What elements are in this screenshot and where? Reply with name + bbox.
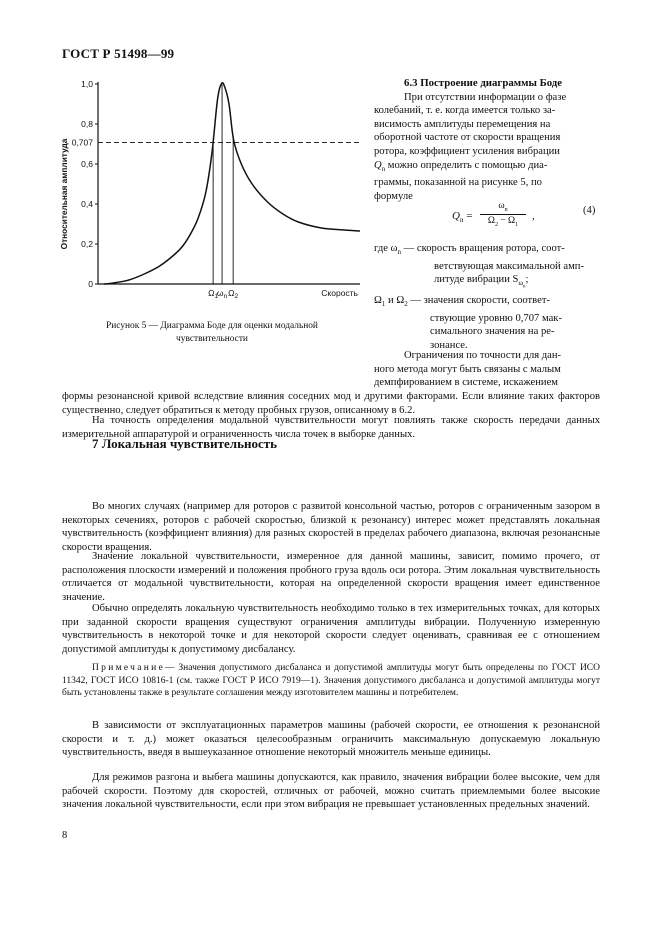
text-line: формуле (374, 190, 413, 202)
text: — скорость вращения ротора, соот- (401, 243, 565, 254)
resonance-curve (104, 83, 360, 284)
y-tick-label: 1,0 (81, 79, 93, 89)
note-paragraph (62, 662, 600, 700)
formula-denominator (480, 215, 526, 228)
figure-caption (62, 320, 362, 345)
where-line: зонансе. (430, 339, 468, 351)
marker-label-3: $\Omega_2$ (228, 288, 239, 300)
subscript: n (504, 206, 508, 213)
text-line: оборотной частоте от скорости вращения (374, 132, 561, 144)
paragraph-2: Значение локальной чувствительности, измеренное для данной машины, зависит, помимо прочего, от расположения плоскости измерений и положения пробного груза вдоль оси ротора. Этим локальная чувствительность отличается от модальной чувствительности, которая на определенной скорости вращения имеет единственное значение. (62, 551, 600, 603)
section-6-3-text (374, 91, 600, 204)
text-line: граммы, показанной на рисунке 5, по (374, 177, 542, 189)
text: и (385, 295, 397, 306)
y-tick-label: 0,4 (81, 199, 93, 209)
variable-q: Q (374, 159, 382, 171)
where-clause (374, 242, 600, 294)
text-line: При отсутствии информации о фазе (404, 91, 567, 103)
document-header: ГОСТ Р 51498—99 (62, 46, 175, 61)
y-tick-label: 0 (88, 279, 93, 289)
omega-definition (374, 294, 600, 352)
where-line: ствующие уровню 0,707 мак- (430, 312, 562, 324)
text: — значения скорости, соответ- (407, 295, 550, 306)
page-number: 8 (62, 830, 68, 841)
minus: − (500, 215, 506, 226)
figure-caption-line1: Рисунок 5 — Диаграмма Боде для оценки модальной (106, 321, 318, 331)
accuracy-paragraph: На точность определения модальной чувствительности могут повлиять также скорость передачи данных измерительной аппаратурой и ограниченность числа точек в выборке данных. (62, 415, 600, 440)
text: где ω (374, 243, 398, 254)
subscript: 2 (494, 221, 498, 228)
omega: ω (498, 201, 505, 211)
subscript: n (459, 216, 464, 225)
omega-cap: Ω (508, 215, 516, 226)
y-tick-label: 0,8 (81, 119, 93, 129)
formula-comma: , (532, 210, 535, 222)
where-line (374, 242, 600, 260)
marker-label-1: $\Omega_1$ (208, 288, 219, 300)
text-line: демпфированием в системе, искажением (374, 377, 558, 389)
bode-diagram-chart (55, 72, 365, 312)
subscript: 1 (515, 221, 519, 228)
paragraph-4: В зависимости от эксплуатационных параметров машины (рабочей скорости, ее отношения к резонансной скорости и т. д.) может оказаться целесообразным ограничить максимальную допускаемую локальную чувствительность, введя в вышеуказанное отношение некоторый множитель меньше единицы. (62, 720, 600, 759)
text: литуде вибрации S (434, 274, 519, 286)
text-line: можно определить с помощью диа- (385, 159, 548, 171)
text-line: ротора, коэффициент усиления вибрации (374, 145, 560, 157)
x-axis-label: Скорость (321, 288, 358, 298)
note-text: — Значения допустимого дисбаланса и допустимой амплитуды могут быть определены по ГОСТ ИСО 11342, ГОСТ ИСО 10816-1 (см. также ГОСТ Р ИСО 7919—1). Значения допустимого дисбаланса и допустимой амплитуды могут быть установлены также в результате соглашения между изготовителем машины и потребителем. (62, 663, 600, 699)
subscript: n (397, 248, 402, 257)
where-line: ветствующая максимальной амп- (434, 260, 584, 272)
chart-plot-area (59, 79, 360, 300)
figure-caption-line2: чувствительности (176, 333, 248, 344)
text-line: висимость амплитуды перемещения на (374, 118, 551, 130)
section-7-title: 7 Локальная чувствительность (92, 436, 277, 451)
formula-fraction (480, 201, 526, 228)
text: ; (525, 274, 529, 286)
formula-number: (4) (583, 205, 596, 216)
paragraph-5: Для режимов разгона и выбега машины допускаются, как правило, значения вибрации более высокие, чем для рабочей скорости. Поэтому для скоростей, отличных от рабочей, можно считать приемлемыми более высокие значения локальной чувствительности, если при этом вибрация не превышает установленных предельных значений. (62, 772, 600, 811)
y-axis-label: Относительная амплитуда (59, 138, 69, 250)
subscript: 2 (404, 300, 408, 309)
text-line: колебаний, т. е. когда имеется только за- (374, 105, 556, 117)
text: Ω (374, 295, 382, 306)
limitations-right (374, 349, 600, 390)
marker-label-2: $\omega_n$ (216, 288, 228, 300)
subscript: n (523, 284, 526, 290)
where-line: симального значения на ре- (430, 326, 555, 338)
y-tick-label: 0,6 (81, 159, 93, 169)
where-line (374, 294, 600, 312)
text-line: Ограничения по точности для дан- (404, 350, 562, 361)
formula-equals: = (466, 210, 473, 222)
omega-cap: Ω (487, 215, 495, 226)
paragraph-3: Обычно определять локальную чувствительность необходимо только в тех измерительных точках, для которых при заданной скорости вращения существуют ограничения амплитуды вибрации. Полученную измеренную чувствительность в некоторой точке и для некоторой скорости следует оценивать, сравнивая ее с отношением допустимой амплитуды к допустимому дисбалансу. (62, 603, 600, 655)
formula-numerator (480, 201, 526, 215)
section-6-3 (374, 77, 600, 203)
formula-lhs: Q (452, 210, 460, 222)
limitations-full: формы резонансной кривой вследствие влияния соседних мод и другими факторами. Если влияние таких факторов существенно, следует обратиться к методу пробных грузов, описанному в 6.2. (62, 391, 600, 416)
subscript: n (381, 164, 386, 173)
subscript: 1 (381, 300, 386, 309)
text-line: ного метода могут быть связаны с малым (374, 363, 561, 375)
subscript: ω (518, 279, 524, 288)
reference-line-label: 0,707 (71, 137, 93, 148)
paragraph-1: Во многих случаях (например для роторов с развитой консольной частью, роторов с ограниченным зазором в некоторых сечениях, роторов с рабочей скоростью, близкой к резонансу) интерес может представлять локальная чувствительность (коэффициент влияния) для разных скоростей в пределах рабочего диапазона, включая резонансные скорости вращения. (62, 501, 600, 553)
where-line (374, 273, 600, 294)
note-label: Примечание (92, 663, 166, 673)
section-6-3-title: 6.3 Построение диаграммы Боде (404, 77, 563, 89)
y-tick-label: 0,2 (81, 239, 93, 249)
formula-4 (452, 210, 472, 224)
text: Ω (396, 295, 405, 306)
